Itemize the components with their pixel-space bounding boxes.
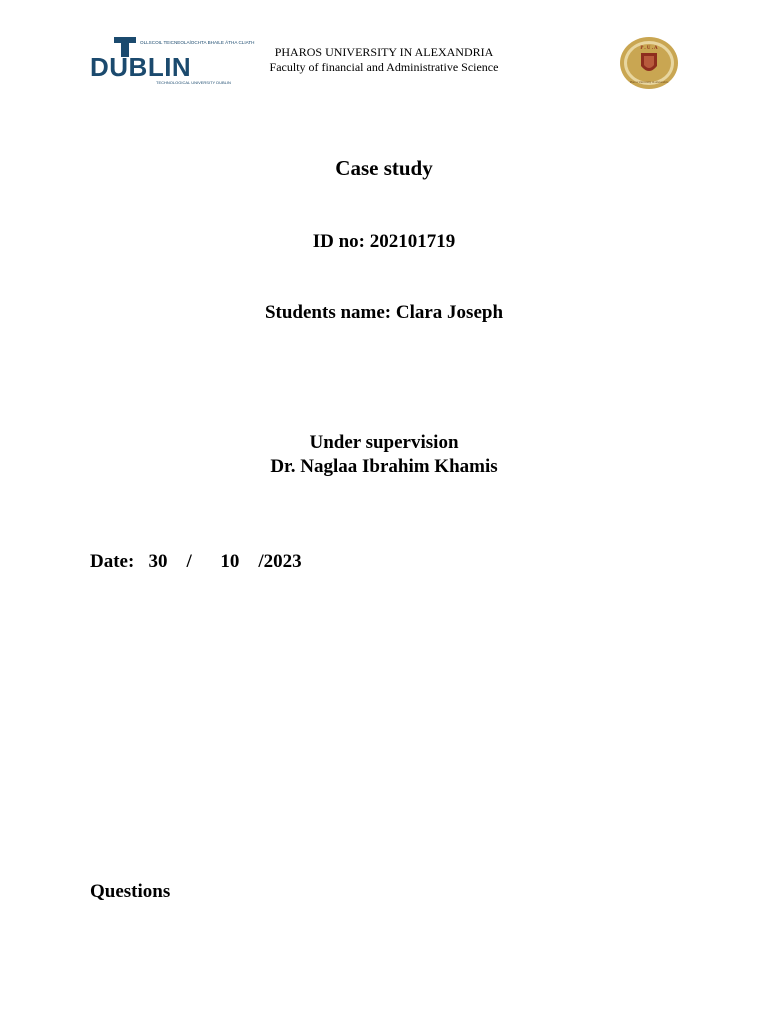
logo-wordmark: DUBLIN	[90, 52, 192, 82]
university-name: PHAROS UNIVERSITY IN ALEXANDRIA	[274, 45, 494, 59]
seal-ring-text: Pharos University in Alexandria	[629, 80, 669, 84]
supervisor-name: Dr. Naglaa Ibrahim Khamis	[270, 456, 498, 477]
logo-bottom-text: TECHNOLOGICAL UNIVERSITY DUBLIN	[156, 80, 231, 85]
pharos-university-seal	[619, 36, 679, 90]
supervision-label: Under supervision	[309, 432, 459, 453]
document-title: Case study	[335, 156, 433, 180]
logo-top-text: OLLSCOIL TEICNEOLAÍOCHTA BHAILE ÁTHA CLIATH	[140, 40, 255, 45]
questions-heading: Questions	[90, 881, 171, 902]
submission-date: Date: 30 / 10 /2023	[90, 551, 302, 572]
seal-letters: P . U . A	[640, 46, 658, 51]
student-name: Students name: Clara Joseph	[264, 302, 504, 323]
student-id: ID no: 202101719	[312, 231, 456, 252]
faculty-name: Faculty of financial and Administrative Science	[269, 60, 499, 74]
